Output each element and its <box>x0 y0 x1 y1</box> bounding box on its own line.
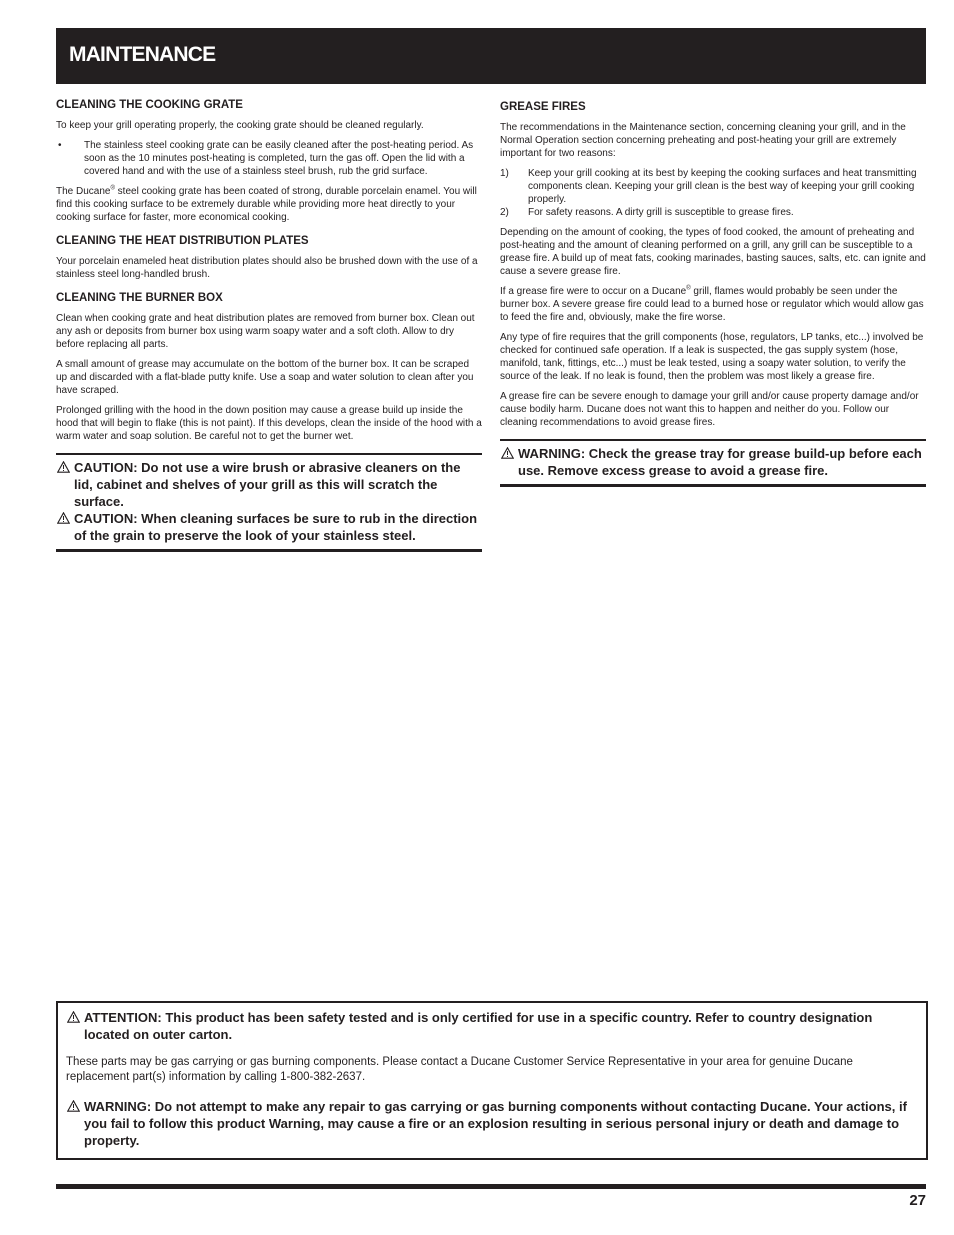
warning-triangle-icon <box>57 512 70 524</box>
caution-text-2: CAUTION: When cleaning surfaces be sure to rub in the direction of the grain to preserve the look of your stainless steel. <box>74 511 478 543</box>
burner-box-p1: Clean when cooking grate and heat distribution plates are removed from burner box. Clean out any ash or deposits from burner box using warm soapy water and a soft cloth. Allow to dry before replacing all parts. <box>56 313 475 350</box>
section-header-bar <box>56 28 926 84</box>
grease-fires-p5: A grease fire can be severe enough to damage your grill and/or cause property damage and/or cause bodily harm. Ducane does not want this to happen and neither do you. Follow our cleaning recommendations to avoid grease fires. <box>500 391 919 428</box>
attention-text: ATTENTION: This product has been safety tested and is only certified for use in a specific country. Refer to country designation located on outer carton. <box>84 1010 873 1042</box>
burner-box-p2: A small amount of grease may accumulate on the bottom of the burner box. It can be scraped up and discarded with a flat-blade putty knife. Use a soap and water solution to clean after you have scraped. <box>56 359 474 396</box>
heading-cleaning-grate: CLEANING THE COOKING GRATE <box>56 99 243 111</box>
left-column <box>56 98 482 552</box>
grease-fires-p3-start: If a grease fire were to occur on a Ducane <box>500 286 687 297</box>
grease-fires-p3 <box>500 285 926 324</box>
footer-rule <box>56 1184 926 1189</box>
grate-ducane-paragraph <box>56 185 482 224</box>
warning-triangle-icon <box>67 1011 80 1023</box>
warning-box <box>500 439 926 487</box>
list-item-text: For safety reasons. A dirty grill is susceptible to grease fires. <box>528 207 794 218</box>
plates-text: Your porcelain enameled heat distribution plates should also be brushed down with the use of a stainless steel long-handled brush. <box>56 256 478 280</box>
grease-fires-p1: The recommendations in the Maintenance section, concerning cleaning your grill, and in the Normal Operation section concerning preheating and post-heating your grill are extremely important for two reasons: <box>500 122 906 159</box>
warning-triangle-icon <box>67 1100 80 1112</box>
attention-notice <box>66 1009 916 1043</box>
list-item-text: Keep your grill cooking at its best by keeping the cooking surfaces and heat transmitting components clean. Keeping your grill clean is the best way of keeping your grill cooking properly. <box>528 168 917 205</box>
page-title: MAINTENANCE <box>69 43 216 66</box>
caution-notice-2 <box>56 510 482 544</box>
ducane-brand-text: The Ducane <box>56 186 111 197</box>
repair-warning-text: WARNING: Do not attempt to make any repair to gas carrying or gas burning components without contacting Ducane. Your actions, if you fail to follow this product Warning, may cause a fire or an explosion resulting in serious personal injury or death and damage to property. <box>84 1099 907 1148</box>
caution-notice-1 <box>56 459 482 510</box>
grate-bullet-text: The stainless steel cooking grate can be easily cleaned after the post-heating period. As soon as the 10 minutes post-heating is completed, turn the gas off. Open the lid with a covered hand and with the use of a stainless steel brush, rub the grid surface. <box>84 140 474 177</box>
warning-triangle-icon <box>501 447 514 459</box>
warning-triangle-icon <box>57 461 70 473</box>
list-item <box>500 206 926 219</box>
grate-intro: To keep your grill operating properly, the cooking grate should be cleaned regularly. <box>56 120 424 131</box>
warning-text: WARNING: Check the grease tray for grease build-up before each use. Remove excess grease to avoid a grease fire. <box>518 446 922 478</box>
reasons-list <box>500 167 926 219</box>
page-number: 27 <box>909 1192 926 1209</box>
bullet-mark: • <box>58 140 62 151</box>
warning-notice <box>500 445 926 479</box>
list-item <box>500 167 926 206</box>
repair-warning-notice <box>66 1098 916 1149</box>
parts-note: These parts may be gas carrying or gas burning components. Please contact a Ducane Customer Service Representative in your area for genuine Ducane replacement part(s) information by calling 1-800-382-2637. <box>66 1056 853 1083</box>
heading-grease-fires: GREASE FIRES <box>500 101 586 113</box>
grate-ducane-text: steel cooking grate has been coated of strong, durable porcelain enamel. You will find this cooking surface to be extremely durable while providing more heat directly to your cooking surface for faster, more economical cooking. <box>56 186 477 223</box>
grease-fires-p2: Depending on the amount of cooking, the types of food cooked, the amount of preheating and post-heating and the amount of cleaning performed on a grill, any grill can be susceptible to a grease fire. A build up of meat fats, cooking marinades, basting sauces, salts, etc. can ignite and cause a severe grease fire. <box>500 227 926 277</box>
list-number: 2) <box>500 207 509 218</box>
registered-mark: ® <box>686 285 691 292</box>
attention-box <box>56 1001 928 1160</box>
heading-burner-box: CLEANING THE BURNER BOX <box>56 292 223 304</box>
burner-box-p3: Prolonged grilling with the hood in the down position may cause a grease build up inside the hood that will begin to flake (this is not paint). If this develops, clean the inside of the hood with a warm water and soap solution. Be careful not to get the burner wet. <box>56 405 482 442</box>
grate-bullet-list <box>56 139 482 178</box>
list-item <box>56 139 482 178</box>
caution-box <box>56 453 482 552</box>
grease-fires-p3-end: grill, flames would probably be seen under the burner box. A severe grease fire could lead to a burned hose or regulator which would allow gas to feed the fire and, obviously, make the fire worse. <box>500 286 924 323</box>
registered-mark: ® <box>110 185 115 192</box>
grease-fires-p4: Any type of fire requires that the grill components (hose, regulators, LP tanks, etc...) involved be checked for continued safe operation. If a leak is suspected, the gas supply system (hose, manifold, tank, fittings, etc...) must be leak tested, using a soapy water solution, to verify the source of the leak. If no leak is found, then the problem was most likely a grease fire. <box>500 332 924 382</box>
heading-heat-plates: CLEANING THE HEAT DISTRIBUTION PLATES <box>56 235 309 247</box>
list-number: 1) <box>500 168 509 179</box>
caution-text-1: CAUTION: Do not use a wire brush or abrasive cleaners on the lid, cabinet and shelves of your grill as this will scratch the surface. <box>74 460 461 509</box>
right-column <box>500 100 926 487</box>
